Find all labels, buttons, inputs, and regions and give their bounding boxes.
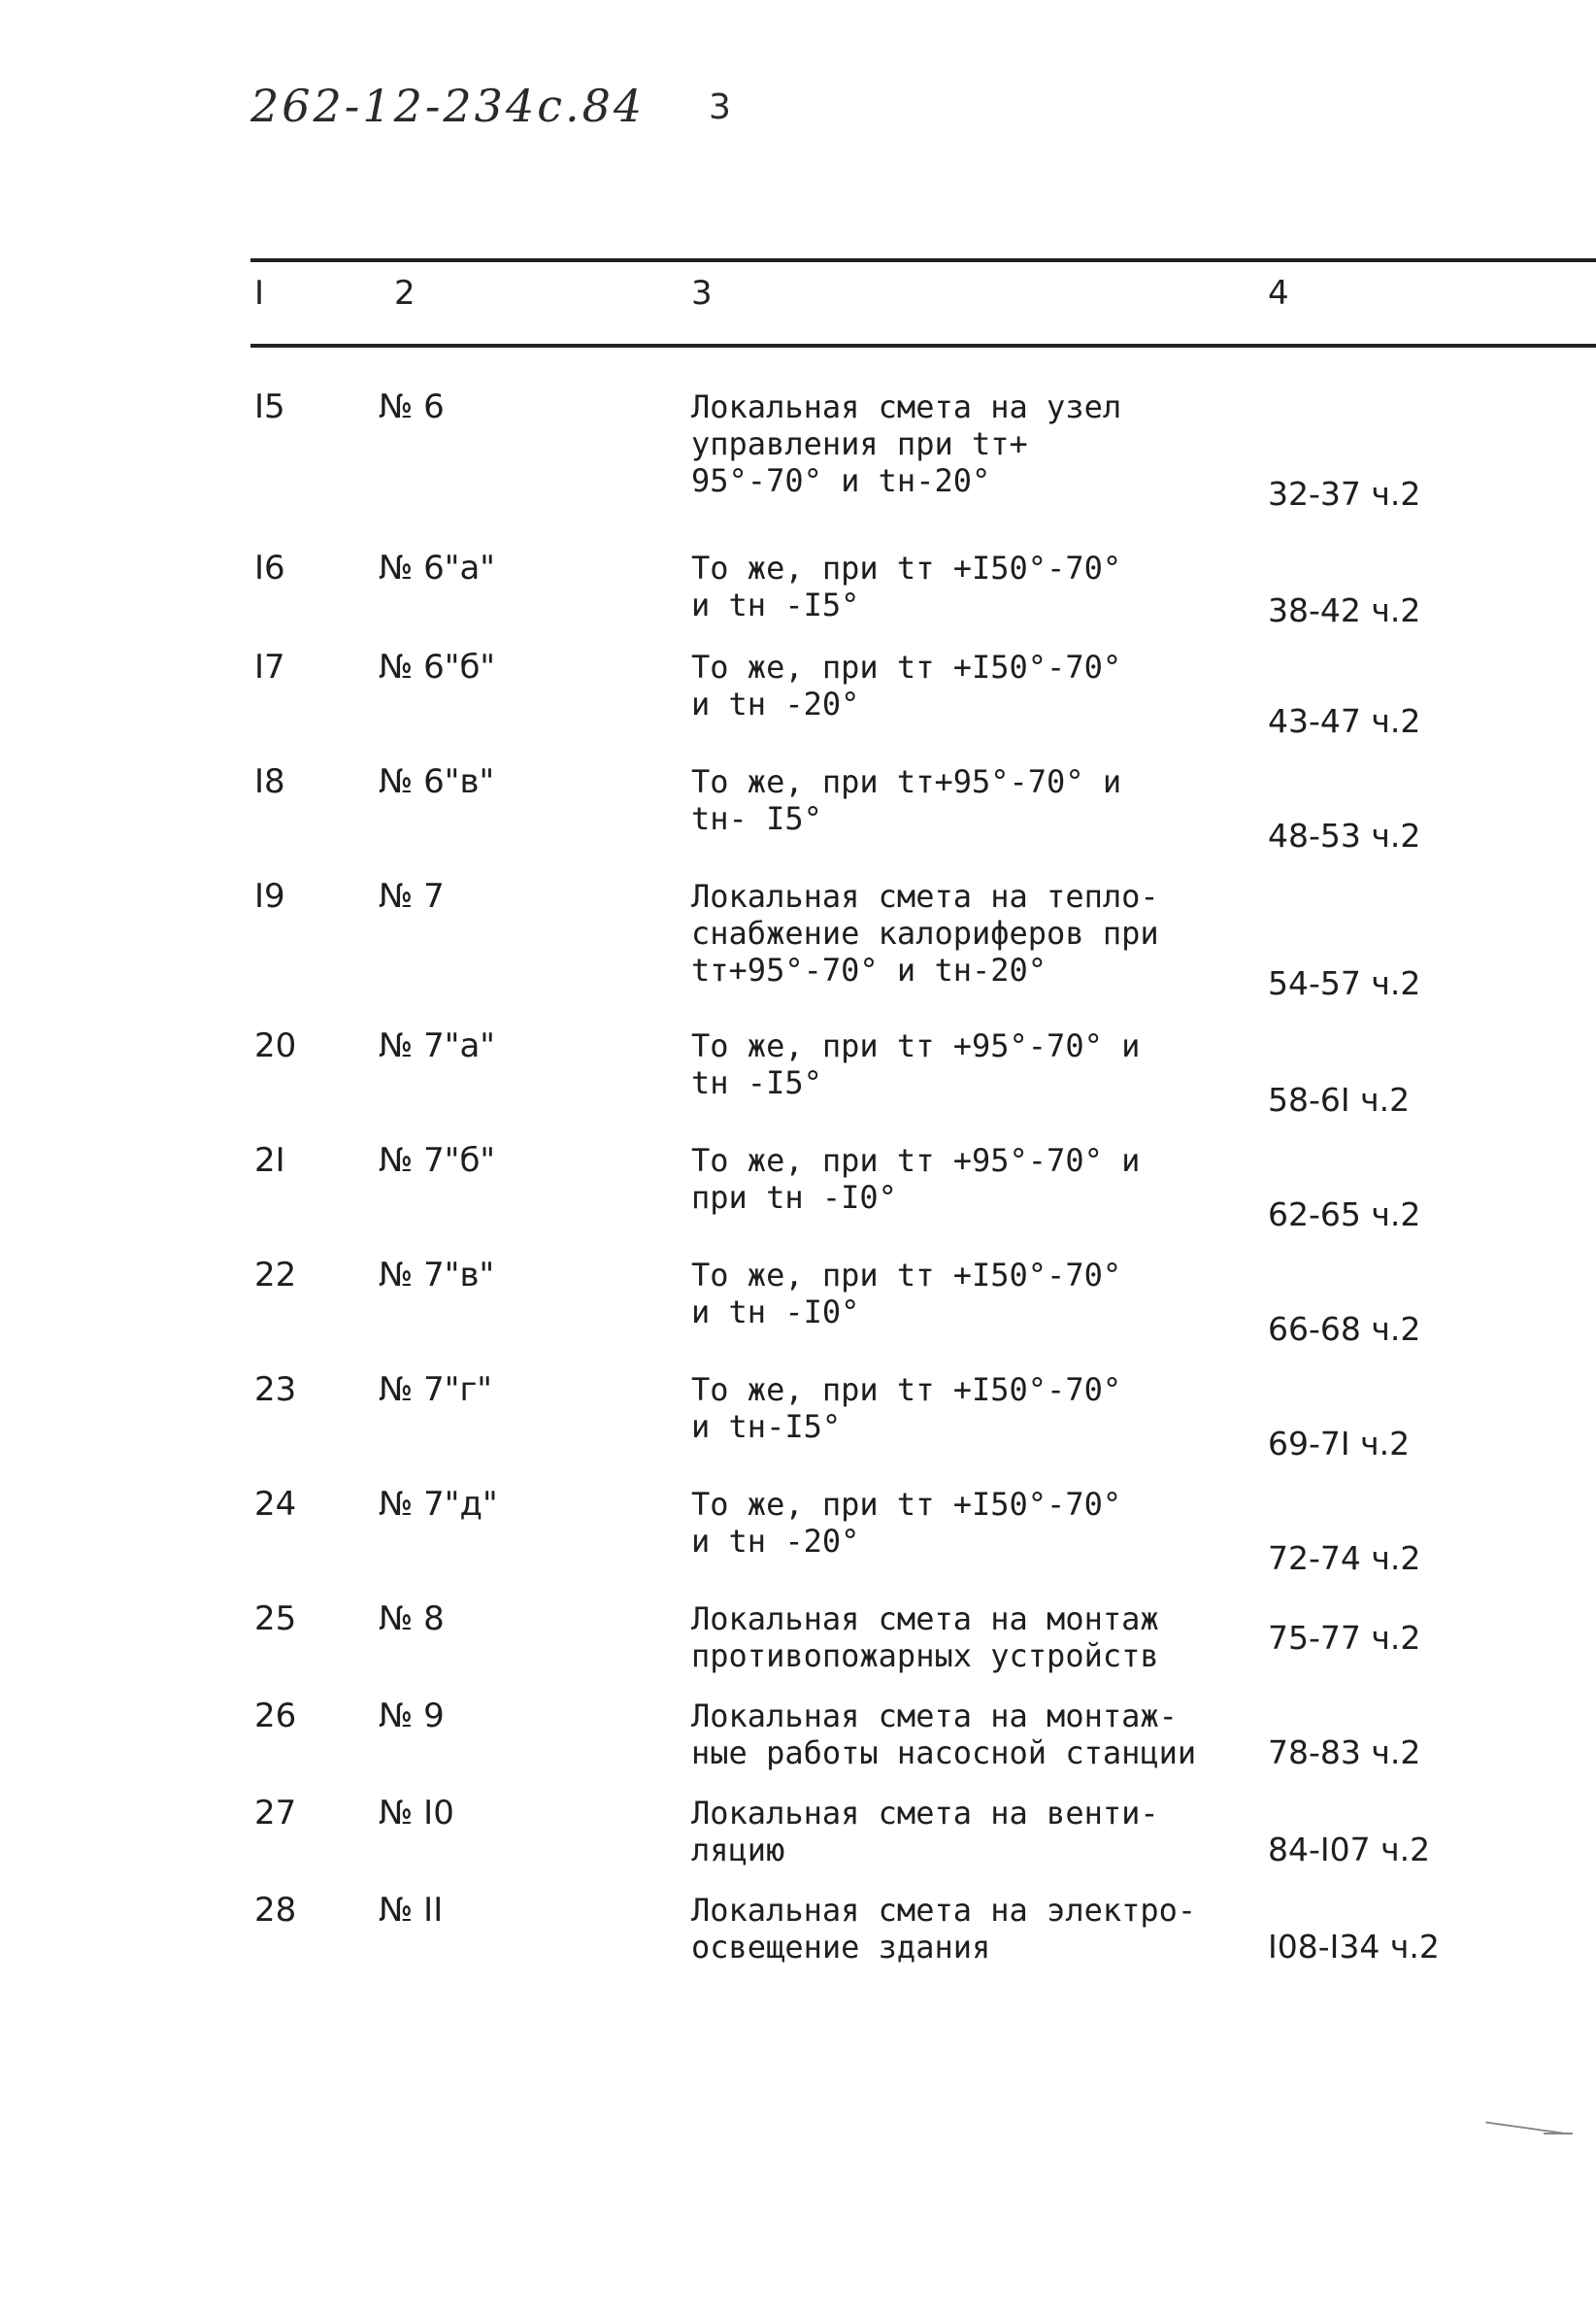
description-line: при tн -I0° xyxy=(691,1179,897,1216)
row-number: I5 xyxy=(254,387,285,426)
page-range: 58-6I ч.2 xyxy=(1268,1081,1411,1119)
row-number: 26 xyxy=(254,1697,297,1735)
page-range: 54-57 ч.2 xyxy=(1268,964,1421,1002)
description-line: управления при tт+ xyxy=(691,425,1028,462)
scan-mark xyxy=(1544,2133,1573,2134)
page-range: 84-I07 ч.2 xyxy=(1268,1831,1431,1868)
estimate-description xyxy=(691,550,1235,623)
sheet-number: № 6 xyxy=(379,387,445,426)
row-number: 22 xyxy=(254,1256,297,1294)
description-line: Локальная смета на тепло- xyxy=(691,878,1159,915)
description-line: освещение здания xyxy=(691,1929,991,1966)
estimate-description xyxy=(691,1371,1235,1445)
description-line: Локальная смета на узел xyxy=(691,388,1122,425)
row-number: 27 xyxy=(254,1794,297,1832)
page-range: 43-47 ч.2 xyxy=(1268,702,1421,740)
row-number: 24 xyxy=(254,1485,297,1524)
description-line: ляцию xyxy=(691,1832,785,1868)
estimate-description xyxy=(691,649,1235,723)
description-line: То же, при tт +I50°-70° xyxy=(691,649,1122,686)
page-range: 69-7I ч.2 xyxy=(1268,1425,1411,1462)
row-number: I6 xyxy=(254,549,285,588)
page-range: 75-77 ч.2 xyxy=(1268,1619,1421,1657)
estimate-description xyxy=(691,878,1235,989)
sheet-number: № 7"б" xyxy=(379,1141,496,1180)
sheet-number: № 6"б" xyxy=(379,648,496,687)
row-number: 28 xyxy=(254,1891,297,1930)
estimate-description xyxy=(691,1257,1235,1330)
sheet-number: № 6"в" xyxy=(379,762,495,801)
estimate-description xyxy=(691,1697,1235,1771)
estimate-description xyxy=(691,388,1235,499)
document-number: 262-12-234с.84 xyxy=(250,80,646,132)
description-line: То же, при tт+95°-70° и xyxy=(691,763,1122,800)
description-line: снабжение калориферов при xyxy=(691,915,1159,952)
column-header-3: 3 xyxy=(691,274,713,313)
row-number: 25 xyxy=(254,1599,297,1638)
column-header-2: 2 xyxy=(394,274,416,313)
page-range: I08-I34 ч.2 xyxy=(1268,1928,1440,1966)
estimate-description xyxy=(691,763,1235,837)
row-number: I7 xyxy=(254,648,285,687)
description-line: tт+95°-70° и tн-20° xyxy=(691,952,1047,989)
description-line: tн- I5° xyxy=(691,800,822,837)
sheet-number: № 8 xyxy=(379,1599,445,1638)
sheet-number: № 7 xyxy=(379,877,445,916)
row-number: I8 xyxy=(254,762,285,801)
sheet-number: № 7"д" xyxy=(379,1485,498,1524)
sheet-number: № 7"а" xyxy=(379,1026,495,1065)
row-number: 20 xyxy=(254,1026,297,1065)
description-line: и tн -I0° xyxy=(691,1294,860,1330)
description-line: ные работы насосной станции xyxy=(691,1734,1197,1771)
header-bottom-rule xyxy=(250,344,1596,348)
page-range: 48-53 ч.2 xyxy=(1268,817,1421,855)
description-line: Локальная смета на венти- xyxy=(691,1795,1159,1832)
page-number: 3 xyxy=(709,87,731,127)
estimate-description xyxy=(691,1027,1235,1101)
description-line: и tн -I5° xyxy=(691,587,860,623)
sheet-number: № 9 xyxy=(379,1697,445,1735)
description-line: То же, при tт +95°-70° и xyxy=(691,1027,1141,1064)
description-line: 95°-70° и tн-20° xyxy=(691,462,991,499)
estimate-description xyxy=(691,1142,1235,1216)
table-top-rule xyxy=(250,258,1596,262)
description-line: Локальная смета на монтаж xyxy=(691,1600,1159,1637)
description-line: То же, при tт +I50°-70° xyxy=(691,1371,1122,1408)
sheet-number: № 6"а" xyxy=(379,549,495,588)
estimate-description xyxy=(691,1600,1235,1674)
row-number: I9 xyxy=(254,877,285,916)
description-line: То же, при tт +I50°-70° xyxy=(691,550,1122,587)
column-header-4: 4 xyxy=(1268,274,1289,313)
row-number: 2I xyxy=(254,1141,285,1180)
description-line: То же, при tт +95°-70° и xyxy=(691,1142,1141,1179)
description-line: Локальная смета на электро- xyxy=(691,1892,1197,1929)
sheet-number: № II xyxy=(379,1891,444,1930)
estimate-description xyxy=(691,1892,1235,1966)
description-line: tн -I5° xyxy=(691,1064,822,1101)
estimate-description xyxy=(691,1486,1235,1560)
page-range: 78-83 ч.2 xyxy=(1268,1733,1421,1771)
sheet-number: № I0 xyxy=(379,1794,454,1832)
sheet-number: № 7"г" xyxy=(379,1370,492,1409)
description-line: Локальная смета на монтаж- xyxy=(691,1697,1178,1734)
description-line: противопожарных устройств xyxy=(691,1637,1159,1674)
page-range: 66-68 ч.2 xyxy=(1268,1310,1421,1348)
estimate-description xyxy=(691,1795,1235,1868)
description-line: То же, при tт +I50°-70° xyxy=(691,1486,1122,1523)
description-line: и tн-I5° xyxy=(691,1408,842,1445)
page-range: 62-65 ч.2 xyxy=(1268,1195,1421,1233)
page-range: 38-42 ч.2 xyxy=(1268,591,1421,629)
page-range: 32-37 ч.2 xyxy=(1268,475,1421,513)
description-line: и tн -20° xyxy=(691,1523,860,1560)
sheet-number: № 7"в" xyxy=(379,1256,495,1294)
page-range: 72-74 ч.2 xyxy=(1268,1539,1421,1577)
column-header-1: I xyxy=(254,274,265,313)
description-line: То же, при tт +I50°-70° xyxy=(691,1257,1122,1294)
row-number: 23 xyxy=(254,1370,297,1409)
description-line: и tн -20° xyxy=(691,686,860,723)
